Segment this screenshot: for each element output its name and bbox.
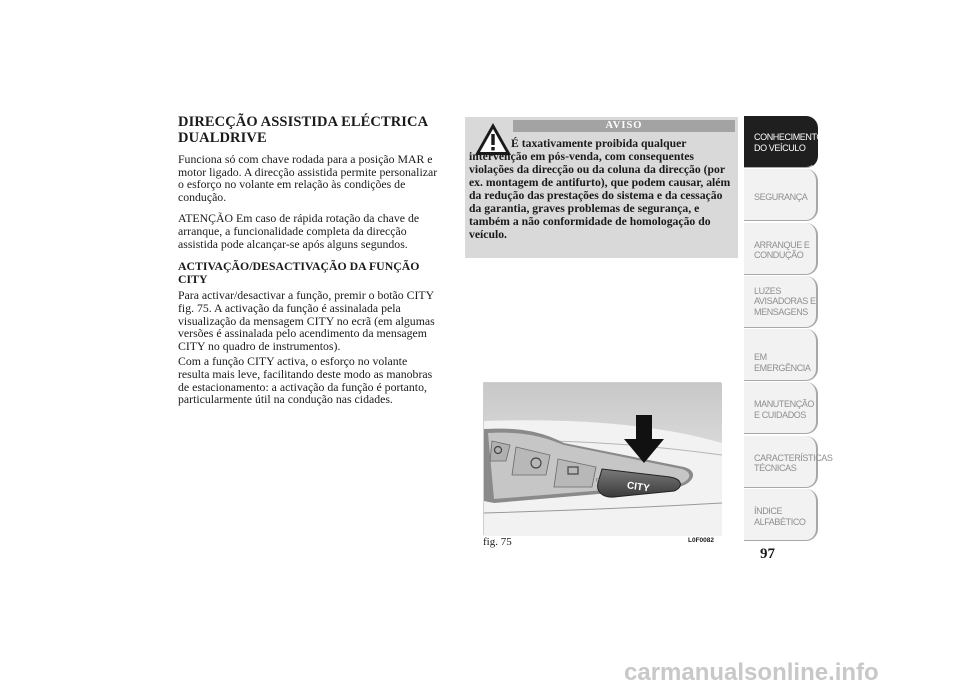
tab-seguranca[interactable]: SEGURANÇA [744, 169, 818, 221]
figure-caption: fig. 75 [483, 536, 512, 548]
city-button-illustration [484, 383, 722, 536]
left-column [178, 114, 440, 415]
warning-text-content: É taxativamente proibida qualquer intervenção em pós-venda, com consequentes violações da direcção ou da coluna da direcção (por ex. montagem de antifurto), que podem causar, além da redução das prestações do sistema e da cessação da garantia, graves problemas de segurança, e também a não conformidade de homologação do veículo. [469, 137, 731, 241]
chapter-sidebar [744, 116, 833, 542]
tab-indice-alfabetico[interactable]: ÍNDICE ALFABÉTICO [744, 489, 818, 541]
tab-em-emergencia[interactable]: EM EMERGÊNCIA [744, 329, 818, 381]
warning-text [469, 137, 735, 241]
paragraph-2: ATENÇÃO Em caso de rápida rotação da chave de arranque, a funcionalidade completa da direcção assistida pode alcançar-se após alguns segundos. [178, 211, 420, 251]
tab-arranque-e-conducao[interactable]: ARRANQUE E CONDUÇÃO [744, 223, 818, 275]
warning-box [465, 117, 738, 258]
tab-manutencao-e-cuidados[interactable]: MANUTENÇÃO E CUIDADOS [744, 382, 818, 434]
tab-conhecimento-do-veiculo[interactable]: CONHECIMENTO DO VEÍCULO [744, 116, 818, 168]
page-number: 97 [760, 546, 775, 562]
paragraph-4: Com a função CITY activa, o esforço no volante resulta mais leve, facilitando deste modo as manobras de estacionamento: a activação da função é portanto, particularmente útil na condução nas cidades. [178, 354, 433, 407]
warning-header: AVISO [513, 120, 735, 132]
paragraph-3: Para activar/desactivar a função, premir o botão CITY fig. 75. A activação da função é assinalada pela visualização da mensagem CITY no ecrã (em algumas versões é assinalada pelo acendimento da mensagem CITY no quadro de instrumentos). [178, 288, 435, 353]
figure-code: L0F0082 [688, 537, 715, 544]
city-button-label: CITY [626, 480, 651, 495]
tab-caracteristicas-tecnicas[interactable]: CARACTERÍSTICAS TÉCNICAS [744, 436, 818, 488]
tab-luzes-avisadoras[interactable]: LUZES AVISADORAS E MENSAGENS [744, 276, 818, 328]
watermark: carmanualsonline.info [624, 659, 879, 686]
figure-image [483, 382, 721, 535]
city-button-o-mark: O [596, 478, 600, 484]
section-subtitle: ACTIVAÇÃO/DESACTIVAÇÃO DA FUNÇÃO CITY [178, 259, 420, 286]
section-title: DIRECÇÃO ASSISTIDA ELÉCTRICA DUALDRIVE [178, 114, 428, 146]
paragraph-1: Funciona só com chave rodada para a posição MAR e motor ligado. A direcção assistida permite personalizar o esforço no volante em relação às condições de condução. [178, 152, 438, 204]
